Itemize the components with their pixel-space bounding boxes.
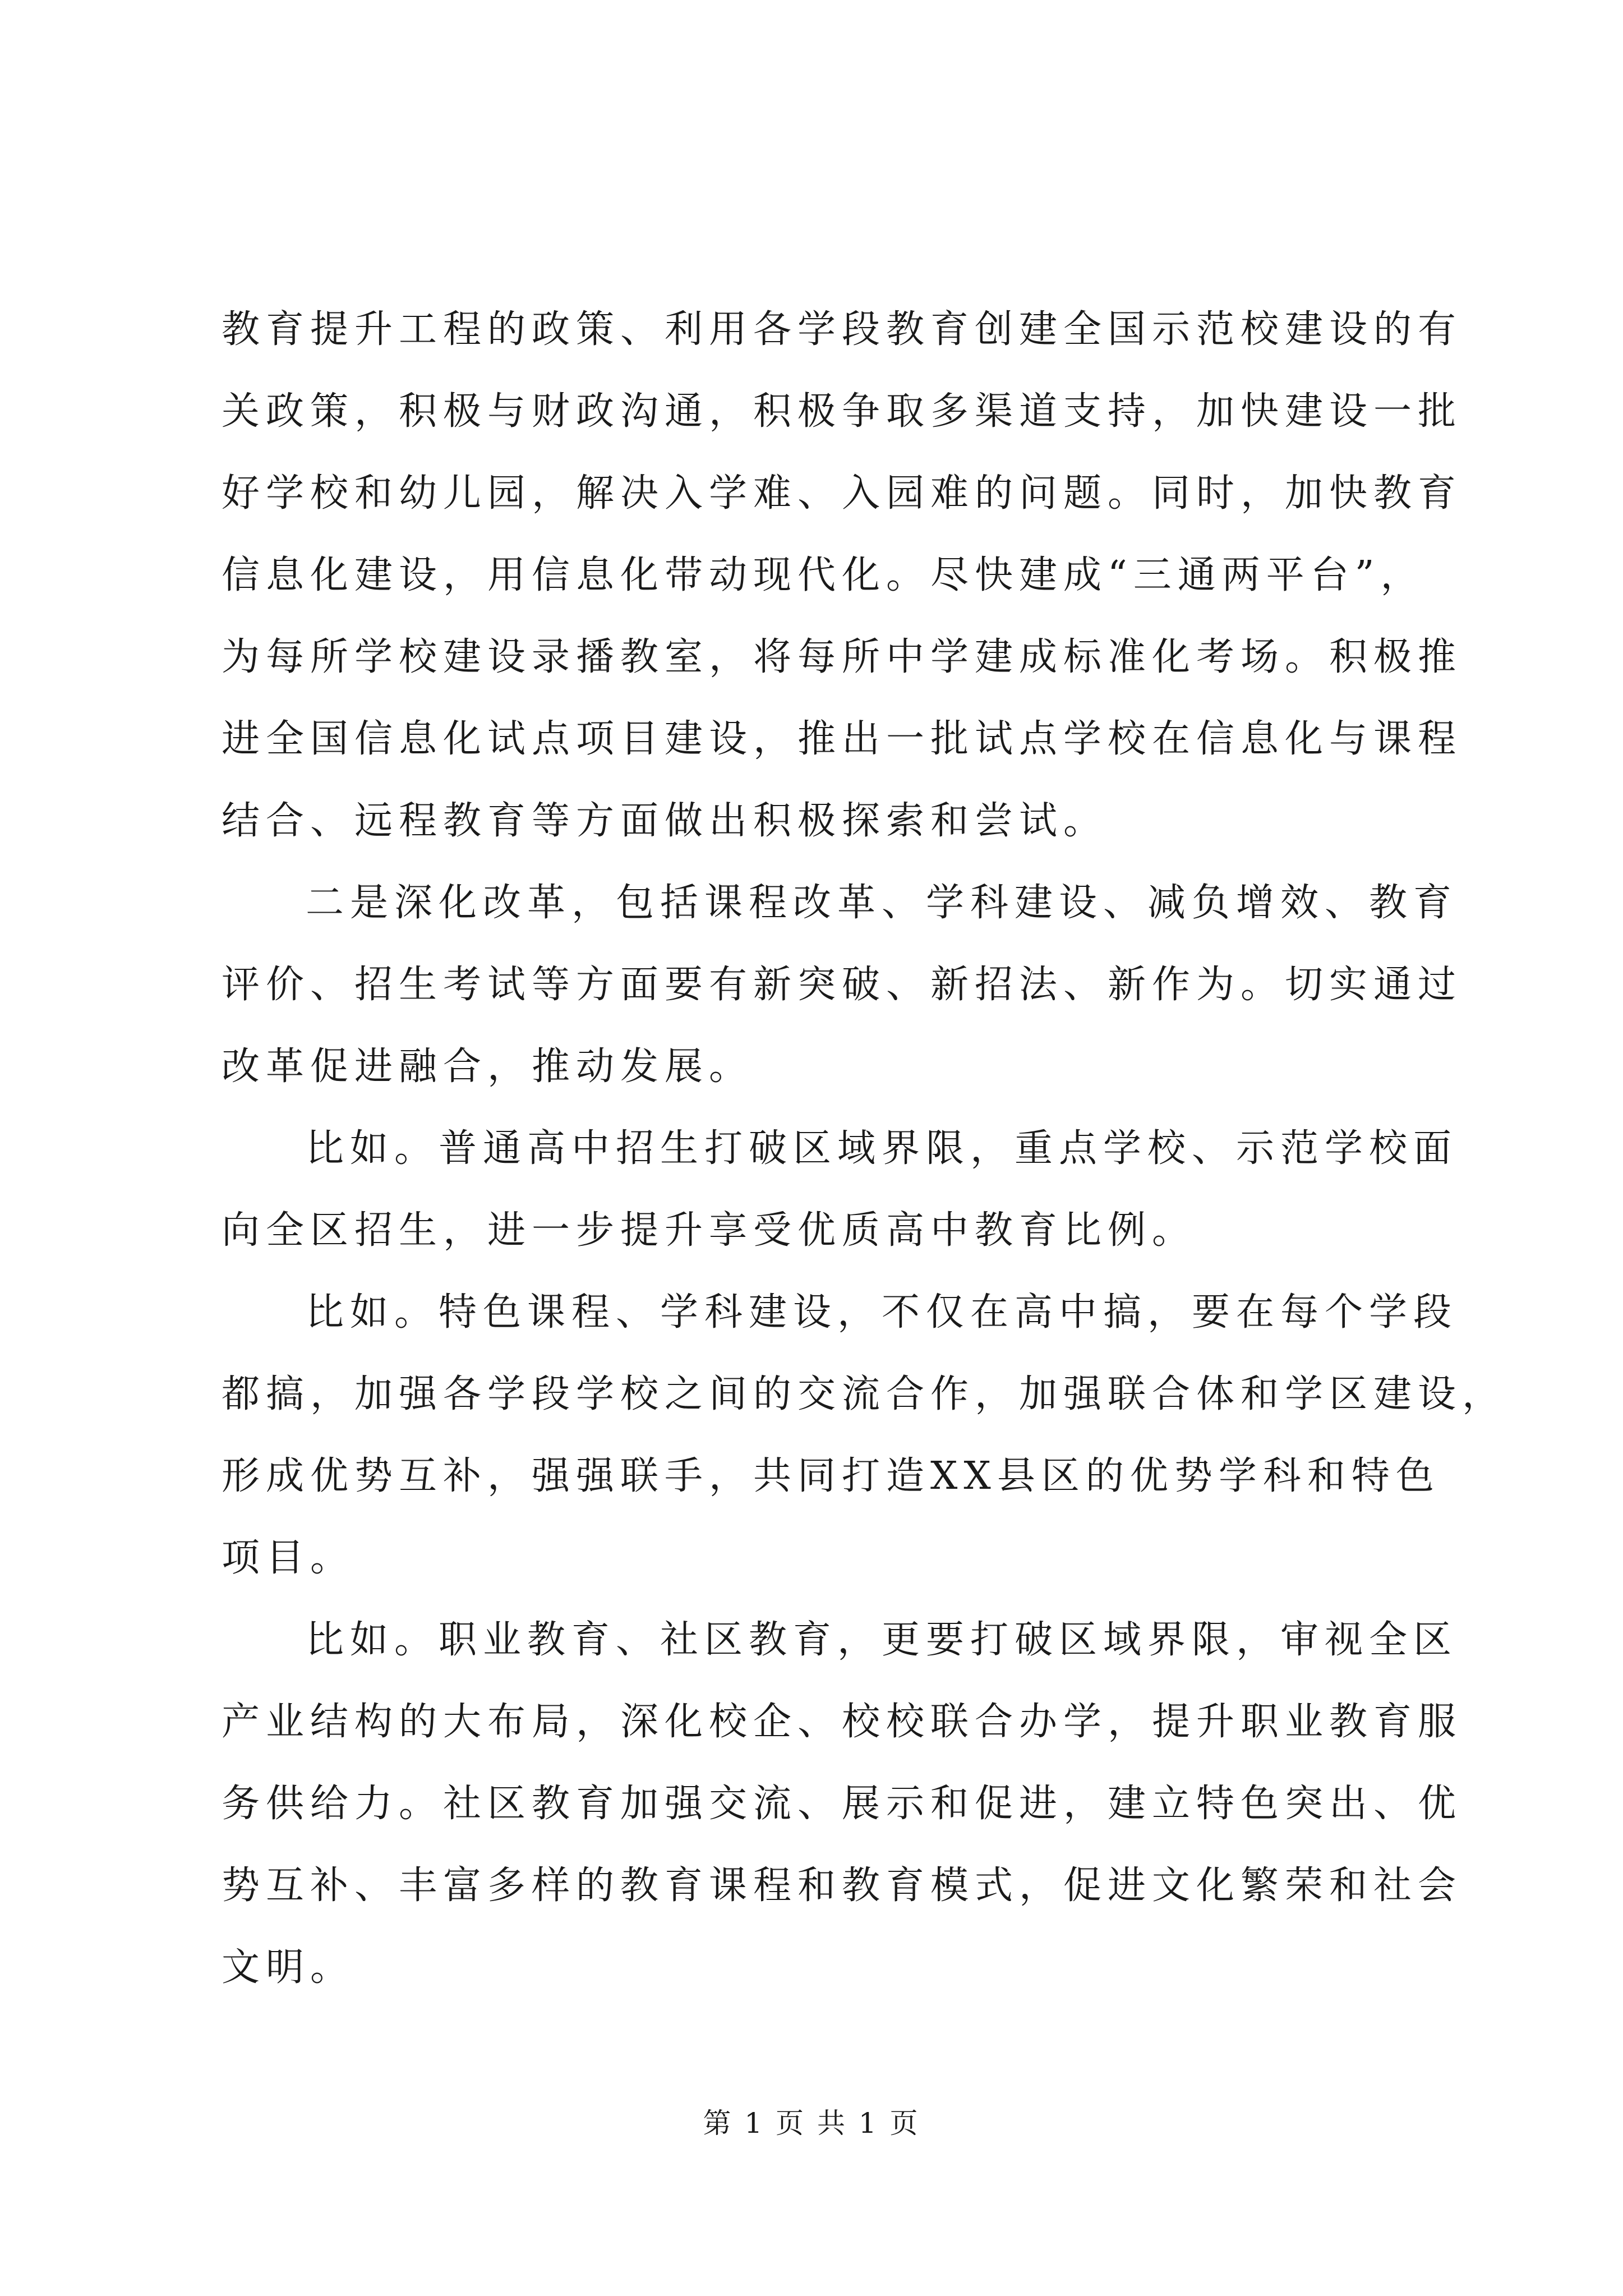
- text-line: 关政策，积极与财政沟通，积极争取多渠道支持，加快建设一批: [222, 389, 1463, 434]
- paragraph-first-line: 比如。特色课程、学科建设，不仅在高中搞，要在每个学段: [306, 1290, 1458, 1335]
- text-line: 信息化建设，用信息化带动现代化。尽快建成“三通两平台”，: [222, 553, 1425, 597]
- document-body: [222, 289, 1507, 2009]
- text-line: 教育提升工程的政策、利用各学段教育创建全国示范校建设的有: [222, 307, 1463, 352]
- text-line: 结合、远程教育等方面做出积极探索和尝试。: [222, 799, 1108, 843]
- paragraph-first-line: 比如。职业教育、社区教育，更要打破区域界限，审视全区: [306, 1618, 1458, 1662]
- page-number-footer: 第 1 页 共 1 页: [703, 2107, 920, 2139]
- text-line: 务供给力。社区教育加强交流、展示和促进，建立特色突出、优: [222, 1782, 1463, 1826]
- paragraph-first-line: 比如。普通高中招生打破区域界限，重点学校、示范学校面: [306, 1126, 1458, 1171]
- text-line: 好学校和幼儿园，解决入学难、入园难的问题。同时，加快教育: [222, 471, 1463, 516]
- text-line: 改革促进融合，推动发展。: [222, 1045, 754, 1089]
- text-line: 势互补、丰富多样的教育课程和教育模式，促进文化繁荣和社会: [222, 1864, 1463, 1908]
- text-line: 产业结构的大布局，深化校企、校校联合办学，提升职业教育服: [222, 1700, 1463, 1744]
- text-line: 形成优势互补，强强联手，共同打造XX县区的优势学科和特色: [222, 1454, 1440, 1498]
- text-line: 评价、招生考试等方面要有新突破、新招法、新作为。切实通过: [222, 963, 1463, 1007]
- text-line: 文明。: [222, 1945, 355, 1990]
- text-line: 向全区招生，进一步提升享受优质高中教育比例。: [222, 1208, 1197, 1253]
- paragraph-first-line: 二是深化改革，包括课程改革、学科建设、减负增效、教育: [306, 881, 1458, 925]
- text-line: 都搞，加强各学段学校之间的交流合作，加强联合体和学区建设，: [222, 1372, 1507, 1416]
- text-line: 项目。: [222, 1536, 355, 1580]
- text-line: 为每所学校建设录播教室，将每所中学建成标准化考场。积极推: [222, 635, 1463, 679]
- text-line: 进全国信息化试点项目建设，推出一批试点学校在信息化与课程: [222, 717, 1463, 761]
